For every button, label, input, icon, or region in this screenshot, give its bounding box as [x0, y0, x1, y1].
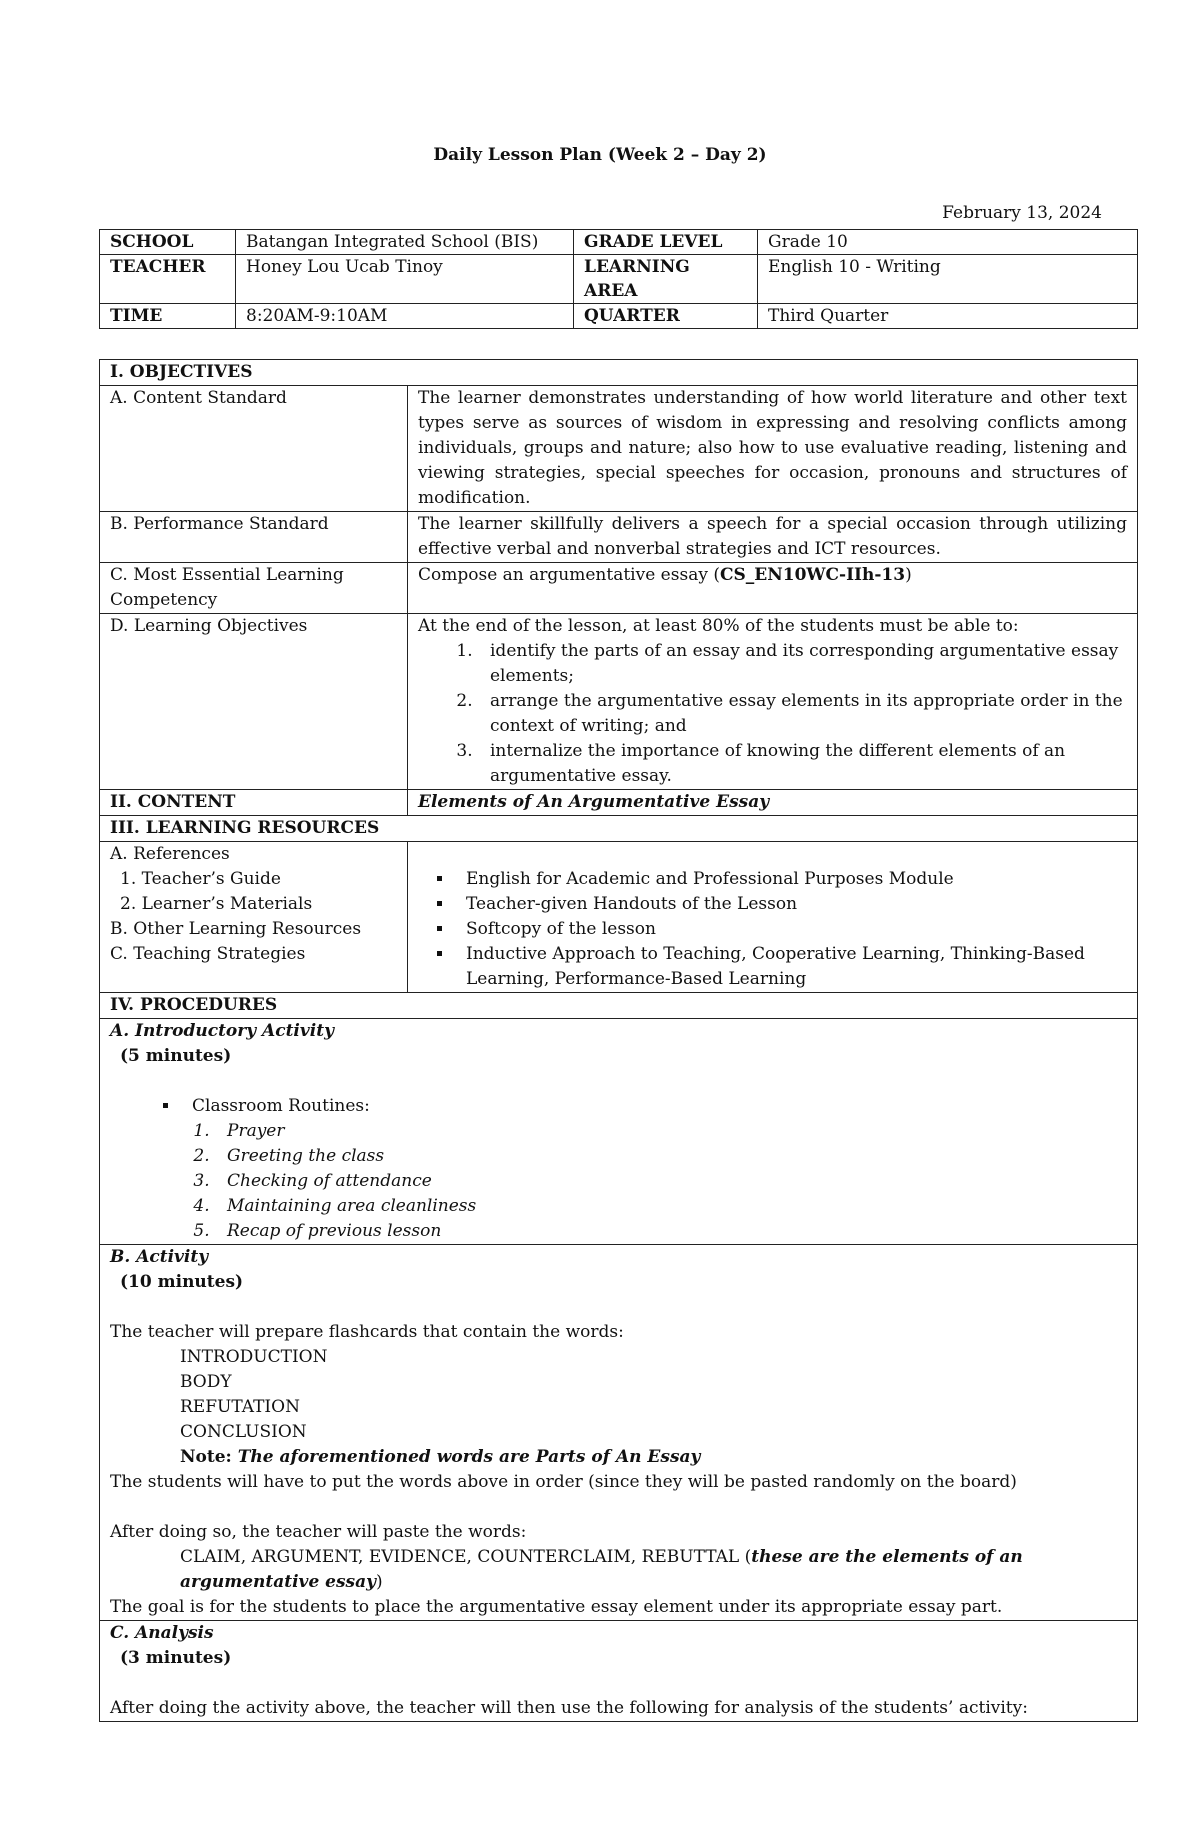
learning-objectives-list — [418, 639, 1127, 789]
flashcard-word: REFUTATION — [180, 1397, 300, 1417]
learning-objectives-label: D. Learning Objectives — [100, 614, 408, 790]
analysis-duration: (3 minutes) — [120, 1648, 232, 1668]
flashcard-word: INTRODUCTION — [180, 1347, 328, 1367]
melc-code: CS_EN10WC-IIh-13 — [719, 565, 906, 585]
activity-line-1: The teacher will prepare flashcards that contain the words: — [110, 1322, 624, 1342]
references-label: A. References — [110, 844, 230, 864]
activity-cell — [100, 1245, 1138, 1621]
routine-steps — [110, 1119, 1127, 1244]
other-resources-label: B. Other Learning Resources — [110, 919, 362, 939]
list-item: ▪ Inductive Approach to Teaching, Cooperative Learning, Thinking-Based Learning, Performance-Based Learning — [454, 942, 1127, 992]
melc-close: ) — [905, 565, 912, 585]
list-item: ▪ English for Academic and Professional Purposes Module — [454, 867, 1127, 892]
melc-description: Compose an argumentative essay ( — [418, 565, 720, 585]
learning-objectives-cell — [408, 614, 1138, 790]
introductory-activity-title: A. Introductory Activity — [110, 1021, 334, 1041]
activity-note — [110, 1445, 1127, 1470]
analysis-line-1: After doing the activity above, the teacher will then use the following for analysis of the students’ activity: — [110, 1698, 1028, 1718]
list-item: 1. identify the parts of an essay and its corresponding argumentative essay elements; — [478, 639, 1127, 689]
content-standard-text: The learner demonstrates understanding of how world literature and other text types serve as sources of wisdom in expressing and resolving conflicts among individuals, groups and nature; also how to use evaluative reading, listening and viewing strategies, special speeches for occasion, pronouns and structures of modification. — [408, 386, 1138, 512]
resources-heading: III. LEARNING RESOURCES — [100, 816, 1138, 842]
teacher-value: Honey Lou Ucab Tinoy — [236, 255, 574, 304]
list-item: 3. internalize the importance of knowing the different elements of an argumentative essay. — [478, 739, 1127, 789]
routines-list — [110, 1094, 1127, 1119]
learning-objectives-intro: At the end of the lesson, at least 80% of the students must be able to: — [418, 616, 1019, 636]
list-item: 5. Recap of previous lesson — [215, 1219, 1127, 1244]
objectives-heading: I. OBJECTIVES — [100, 360, 1138, 386]
flashcard-word: BODY — [180, 1372, 232, 1392]
elements-note: these are the elements of an argumentative essay — [180, 1547, 1023, 1592]
table-row — [100, 360, 1138, 386]
performance-standard-label: B. Performance Standard — [100, 512, 408, 563]
table-row — [100, 1019, 1138, 1245]
content-standard-label: A. Content Standard — [100, 386, 408, 512]
lesson-date: February 13, 2024 — [942, 203, 1102, 223]
learning-area-label: LEARNING AREA — [574, 255, 758, 304]
list-item: 2. arrange the argumentative essay elements in its appropriate order in the context of writing; and — [478, 689, 1127, 739]
teachers-guide-label: 1. Teacher’s Guide — [120, 869, 281, 889]
table-row — [100, 614, 1138, 790]
teaching-strategies-label: C. Teaching Strategies — [110, 944, 306, 964]
list-item: 2. Greeting the class — [215, 1144, 1127, 1169]
learners-materials-label: 2. Learner’s Materials — [120, 894, 313, 914]
table-row — [100, 993, 1138, 1019]
elements-list: CLAIM, ARGUMENT, EVIDENCE, COUNTERCLAIM, REBUTTAL ( — [180, 1547, 752, 1567]
table-row — [100, 512, 1138, 563]
list-item: ▪ Teacher-given Handouts of the Lesson — [454, 892, 1127, 917]
content-value: Elements of An Argumentative Essay — [408, 790, 1138, 816]
melc-text — [408, 563, 1138, 614]
activity-duration: (10 minutes) — [120, 1272, 244, 1292]
resources-labels — [100, 842, 408, 993]
elements-close: ) — [376, 1572, 383, 1592]
performance-standard-text: The learner skillfully delivers a speech for a special occasion through utilizing effective verbal and nonverbal strategies and ICT resources. — [408, 512, 1138, 563]
table-row — [100, 842, 1138, 993]
time-label: TIME — [100, 304, 236, 329]
flashcard-word: CONCLUSION — [180, 1422, 307, 1442]
lesson-plan-table — [99, 359, 1138, 1722]
school-label: SCHOOL — [100, 230, 236, 255]
table-row — [100, 230, 1138, 255]
note-label: Note: — [180, 1447, 238, 1467]
table-row — [100, 304, 1138, 329]
melc-label — [100, 563, 408, 614]
essay-elements — [110, 1545, 1127, 1595]
school-value: Batangan Integrated School (BIS) — [236, 230, 574, 255]
table-row — [100, 1621, 1138, 1722]
introductory-activity-cell — [100, 1019, 1138, 1245]
table-row — [100, 255, 1138, 304]
grade-value: Grade 10 — [758, 230, 1138, 255]
list-item: ▪ Softcopy of the lesson — [454, 917, 1127, 942]
table-row — [100, 790, 1138, 816]
melc-label-line-1: C. Most Essential Learning — [110, 565, 344, 585]
learning-area-value: English 10 - Writing — [758, 255, 1138, 304]
page-title: Daily Lesson Plan (Week 2 – Day 2) — [433, 145, 767, 165]
introductory-activity-duration: (5 minutes) — [120, 1046, 232, 1066]
analysis-cell — [100, 1621, 1138, 1722]
quarter-value: Third Quarter — [758, 304, 1138, 329]
table-row — [100, 816, 1138, 842]
activity-title: B. Activity — [110, 1247, 209, 1267]
table-row — [100, 563, 1138, 614]
quarter-label: QUARTER — [574, 304, 758, 329]
content-heading: II. CONTENT — [100, 790, 408, 816]
routines-label: ▪ Classroom Routines: — [180, 1094, 1127, 1119]
table-row — [100, 386, 1138, 512]
analysis-title: C. Analysis — [110, 1623, 214, 1643]
teacher-label: TEACHER — [100, 255, 236, 304]
header-info-table — [99, 229, 1138, 329]
list-item: 4. Maintaining area cleanliness — [215, 1194, 1127, 1219]
list-item: 1. Prayer — [215, 1119, 1127, 1144]
table-row — [100, 1245, 1138, 1621]
procedures-heading: IV. PROCEDURES — [100, 993, 1138, 1019]
resources-list — [418, 867, 1127, 992]
activity-line-2: The students will have to put the words above in order (since they will be pasted randomly on the board) — [110, 1472, 1017, 1492]
note-text: The aforementioned words are Parts of An Essay — [237, 1447, 701, 1467]
resources-values — [408, 842, 1138, 993]
activity-line-3: After doing so, the teacher will paste the words: — [110, 1522, 527, 1542]
melc-label-line-2: Competency — [110, 590, 218, 610]
list-item: 3. Checking of attendance — [215, 1169, 1127, 1194]
time-value: 8:20AM-9:10AM — [236, 304, 574, 329]
activity-line-4: The goal is for the students to place the argumentative essay element under its appropriate essay part. — [110, 1597, 1003, 1617]
grade-label: GRADE LEVEL — [574, 230, 758, 255]
